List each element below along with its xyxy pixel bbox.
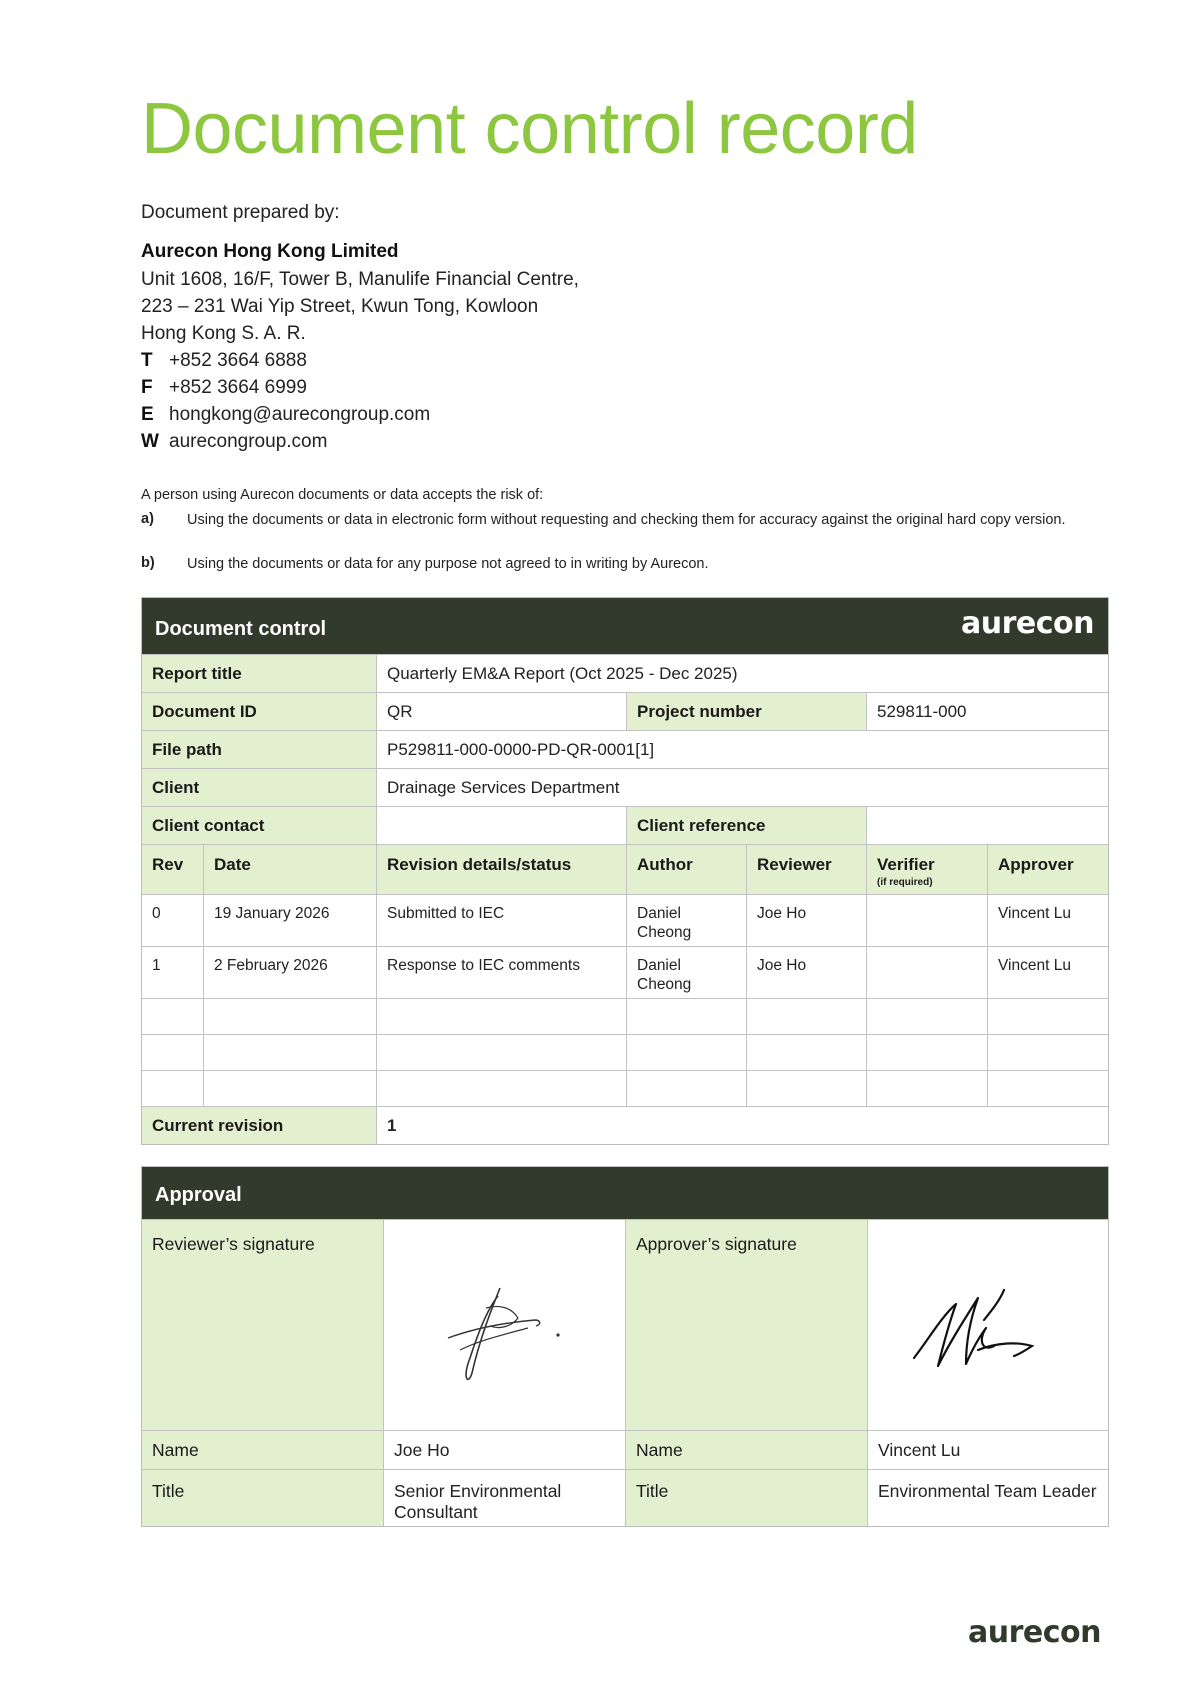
author-header-text: Author [637, 855, 693, 874]
footer-aurecon-logo: aurecon [968, 1615, 1101, 1650]
approver-cell: Vincent Lu [998, 957, 1071, 974]
empty-cell [377, 1035, 627, 1070]
author-cell: Daniel Cheong [627, 895, 747, 946]
empty-cell [377, 999, 627, 1034]
client-label: Client [142, 769, 377, 806]
client-contact-row [142, 806, 1108, 844]
date-header [204, 845, 377, 894]
empty-cell [204, 1071, 377, 1106]
approver-cell: Vincent Lu [998, 905, 1071, 922]
contact-phone [141, 350, 307, 372]
reviewer-signature-image [440, 1278, 570, 1388]
client-row [142, 768, 1108, 806]
report-title-label: Report title [142, 655, 377, 692]
document-control-header [142, 598, 1108, 654]
approver-title: Environmental Team Leader [878, 1481, 1097, 1501]
page-title: Document control record [141, 89, 918, 169]
approver-name: Vincent Lu [878, 1439, 961, 1460]
client-value: Drainage Services Department [387, 777, 620, 797]
empty-cell [747, 999, 867, 1034]
company-name: Aurecon Hong Kong Limited [141, 241, 399, 262]
verifier-header [867, 845, 988, 894]
risk-text: Using the documents or data in electronic form without requesting and checking them for accuracy against the original hard copy version. [187, 512, 1066, 528]
file-path-value: P529811-000-0000-PD-QR-0001[1] [387, 739, 655, 759]
contact-key: F [141, 377, 153, 398]
empty-cell [988, 1035, 1108, 1070]
empty-revision-row [142, 1070, 1108, 1106]
empty-cell [747, 1071, 867, 1106]
empty-cell [142, 999, 204, 1034]
risk-item [141, 511, 1101, 530]
reviewer-name-label: Name [142, 1431, 384, 1469]
contact-value: +852 3664 6999 [169, 377, 307, 398]
contact-value: aurecongroup.com [169, 431, 328, 452]
details-header-text: Revision details/status [387, 855, 572, 874]
contact-fax [141, 377, 307, 399]
reviewer-signature-label: Reviewer’s signature [142, 1220, 384, 1430]
reviewer-header [747, 845, 867, 894]
date-cell: 2 February 2026 [204, 947, 377, 998]
author-cell: Daniel Cheong [627, 947, 747, 998]
approval-heading: Approval [155, 1183, 242, 1206]
client-contact-label: Client contact [142, 807, 377, 844]
client-contact-value [377, 807, 627, 844]
file-path-label: File path [142, 731, 377, 768]
empty-cell [204, 1035, 377, 1070]
empty-cell [204, 999, 377, 1034]
rev-header [142, 845, 204, 894]
details-cell: Submitted to IEC [377, 895, 627, 946]
document-id-row [142, 692, 1108, 730]
project-number-label: Project number [627, 693, 867, 730]
report-title-row [142, 654, 1108, 692]
date-header-text: Date [214, 855, 251, 874]
empty-cell [377, 1071, 627, 1106]
current-revision-value: 1 [387, 1115, 397, 1135]
empty-cell [747, 1035, 867, 1070]
verifier-cell [867, 947, 988, 998]
contact-key: T [141, 350, 153, 371]
contact-email [141, 404, 430, 426]
reviewer-title-label: Title [142, 1470, 384, 1526]
approver-signature-label: Approver’s signature [626, 1220, 868, 1430]
reviewer-name: Joe Ho [384, 1431, 626, 1469]
contact-web [141, 431, 327, 453]
document-id-value: QR [377, 693, 627, 730]
report-title-value: Quarterly EM&A Report (Oct 2025 - Dec 2025) [387, 663, 738, 683]
address-line: Hong Kong S. A. R. [141, 323, 306, 344]
approver-name-label: Name [626, 1431, 868, 1469]
empty-cell [627, 999, 747, 1034]
details-header [377, 845, 627, 894]
rev-cell: 1 [142, 947, 204, 998]
date-cell: 19 January 2026 [204, 895, 377, 946]
risk-marker: b) [141, 555, 155, 571]
rev-header-text: Rev [152, 855, 184, 874]
approval-table [141, 1166, 1109, 1527]
contact-value: +852 3664 6888 [169, 350, 307, 371]
revision-row [142, 894, 1108, 946]
empty-cell [142, 1035, 204, 1070]
current-revision-row [142, 1106, 1108, 1144]
approval-header [142, 1167, 1108, 1219]
author-header [627, 845, 747, 894]
verifier-note: (if required) [877, 877, 933, 888]
reviewer-title: Senior Environmental Consultant [384, 1470, 626, 1526]
document-control-table [141, 597, 1109, 1145]
contact-key: W [141, 431, 159, 452]
reviewer-cell: Joe Ho [747, 895, 867, 946]
approver-signature [868, 1220, 1108, 1430]
client-reference-label: Client reference [627, 807, 867, 844]
risk-text: Using the documents or data for any purpose not agreed to in writing by Aurecon. [187, 556, 709, 572]
reviewer-cell: Joe Ho [747, 947, 867, 998]
prepared-by-label: Document prepared by: [141, 202, 340, 223]
risk-item [141, 555, 1101, 574]
empty-revision-row [142, 1034, 1108, 1070]
project-number-value: 529811-000 [877, 701, 967, 721]
address-line: 223 – 231 Wai Yip Street, Kwun Tong, Kowloon [141, 296, 539, 317]
empty-cell [867, 1071, 988, 1106]
empty-cell [627, 1035, 747, 1070]
contact-key: E [141, 404, 154, 425]
approver-title-label: Title [626, 1470, 868, 1526]
rev-cell: 0 [142, 895, 204, 946]
name-row [142, 1430, 1108, 1469]
title-row [142, 1469, 1108, 1526]
risk-marker: a) [141, 511, 154, 527]
verifier-cell [867, 895, 988, 946]
aurecon-logo: aurecon [961, 606, 1094, 641]
details-cell: Response to IEC comments [377, 947, 627, 998]
address-line: Unit 1608, 16/F, Tower B, Manulife Financial Centre, [141, 269, 579, 290]
empty-cell [627, 1071, 747, 1106]
reviewer-header-text: Reviewer [757, 855, 832, 874]
empty-cell [867, 1035, 988, 1070]
empty-cell [988, 999, 1108, 1034]
empty-cell [142, 1071, 204, 1106]
approver-signature-image [908, 1280, 1038, 1380]
signature-row [142, 1219, 1108, 1430]
empty-cell [867, 999, 988, 1034]
empty-revision-row [142, 998, 1108, 1034]
client-reference-value [867, 807, 1108, 844]
risk-intro: A person using Aurecon documents or data accepts the risk of: [141, 487, 544, 503]
reviewer-signature [384, 1220, 626, 1430]
revision-header-row [142, 844, 1108, 894]
empty-cell [988, 1071, 1108, 1106]
approver-header [988, 845, 1108, 894]
file-path-row [142, 730, 1108, 768]
contact-value: hongkong@aurecongroup.com [169, 404, 431, 425]
document-control-heading: Document control [155, 617, 327, 640]
approver-header-text: Approver [998, 855, 1074, 874]
current-revision-label: Current revision [142, 1107, 377, 1144]
revision-row [142, 946, 1108, 998]
verifier-header-text: Verifier [877, 855, 935, 874]
document-id-label: Document ID [142, 693, 377, 730]
